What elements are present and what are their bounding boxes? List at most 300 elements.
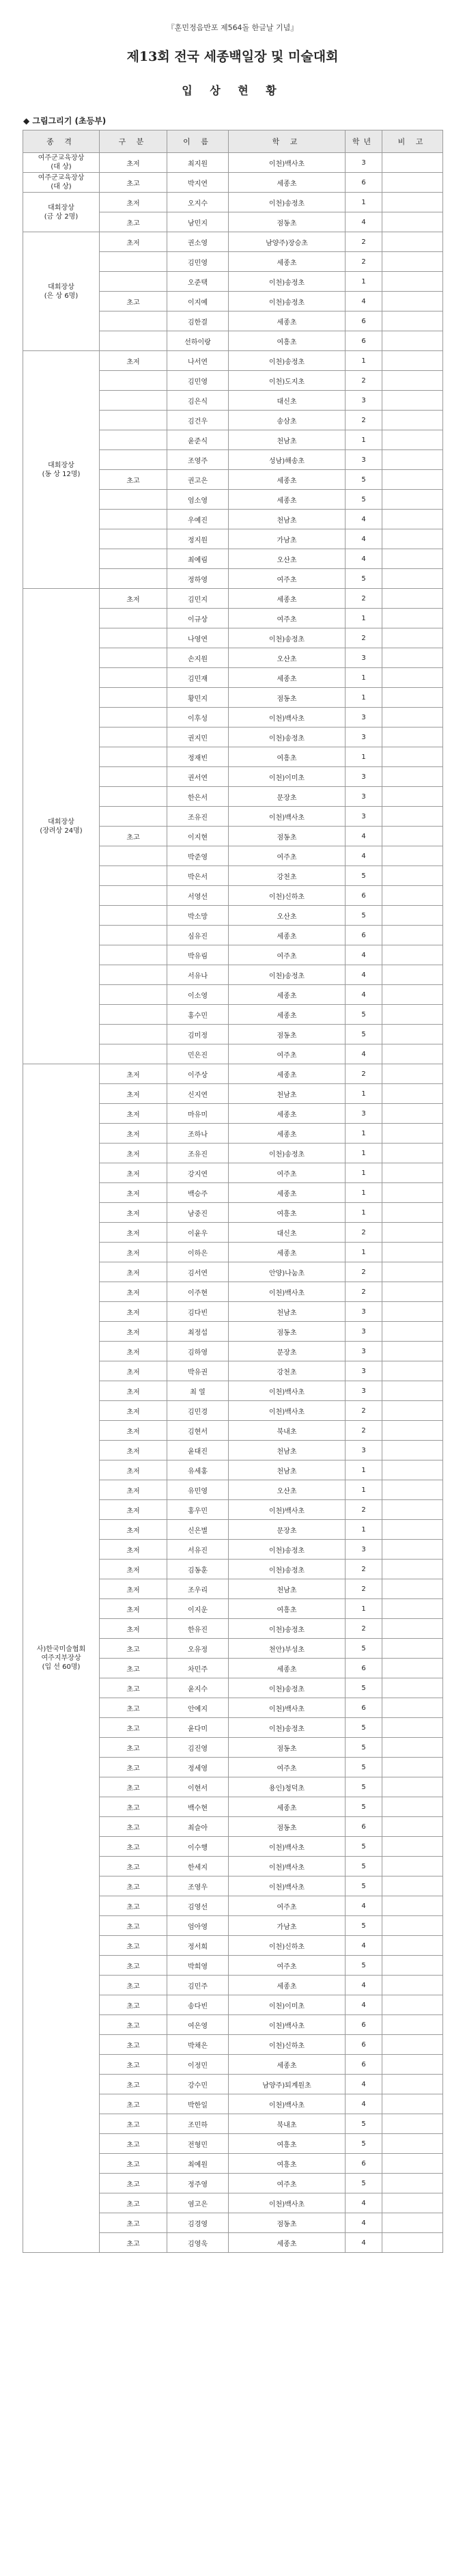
division-cell: 초저 <box>100 1223 167 1243</box>
note-cell <box>382 1540 443 1560</box>
note-cell <box>382 1144 443 1163</box>
note-cell <box>382 1183 443 1203</box>
name-cell: 최슬아 <box>167 1817 229 1837</box>
school-cell: 천남초 <box>229 1460 346 1480</box>
category-label: ◆ 그림그리기 (초등부) <box>23 116 107 126</box>
grade-cell: 3 <box>346 1322 382 1342</box>
note-cell <box>382 2213 443 2233</box>
division-cell: 초저 <box>100 1540 167 1560</box>
grade-cell: 1 <box>346 1599 382 1619</box>
note-cell <box>382 232 443 252</box>
note-cell <box>382 371 443 391</box>
school-cell: 천남초 <box>229 430 346 450</box>
school-cell: 이천)백사초 <box>229 2094 346 2114</box>
school-cell: 이천)송정초 <box>229 292 346 311</box>
school-cell: 용인)청덕초 <box>229 1777 346 1797</box>
name-cell: 권고은 <box>167 470 229 490</box>
division-cell <box>100 609 167 628</box>
note-cell <box>382 886 443 906</box>
grade-cell: 1 <box>346 1183 382 1203</box>
grade-cell: 5 <box>346 1956 382 1976</box>
name-cell: 한은서 <box>167 787 229 807</box>
school-cell: 이천)백사초 <box>229 1857 346 1876</box>
name-cell: 안예지 <box>167 1698 229 1718</box>
grade-cell: 4 <box>346 212 382 232</box>
grade-cell: 1 <box>346 351 382 371</box>
name-cell: 마유미 <box>167 1104 229 1124</box>
name-cell: 최지원 <box>167 153 229 173</box>
school-cell: 세종초 <box>229 490 346 510</box>
grade-cell: 6 <box>346 2035 382 2055</box>
division-cell: 초고 <box>100 1777 167 1797</box>
school-cell: 천남초 <box>229 1084 346 1104</box>
school-cell: 이천)백사초 <box>229 708 346 728</box>
division-cell: 초저 <box>100 1500 167 1520</box>
division-cell <box>100 985 167 1005</box>
school-cell: 점동초 <box>229 1738 346 1758</box>
division-cell: 초고 <box>100 1956 167 1976</box>
division-cell <box>100 411 167 430</box>
grade-cell: 4 <box>346 510 382 529</box>
name-cell: 이주현 <box>167 1282 229 1302</box>
name-cell: 유민영 <box>167 1480 229 1500</box>
school-cell: 이천)백사초 <box>229 807 346 827</box>
note-cell <box>382 1084 443 1104</box>
grade-cell: 4 <box>346 529 382 549</box>
note-cell <box>382 965 443 985</box>
grade-cell: 6 <box>346 1698 382 1718</box>
table-row <box>23 173 443 193</box>
school-cell: 여주초 <box>229 2174 346 2193</box>
name-cell: 남중진 <box>167 1203 229 1223</box>
name-cell: 권지민 <box>167 728 229 747</box>
table-row <box>23 589 443 609</box>
name-cell: 김영선 <box>167 1896 229 1916</box>
column-header-award: 종 격 <box>23 130 100 153</box>
name-cell: 김동훈 <box>167 1560 229 1579</box>
name-cell: 정재빈 <box>167 747 229 767</box>
name-cell: 김민주 <box>167 1976 229 1995</box>
name-cell: 김민경 <box>167 1401 229 1421</box>
school-cell: 점동초 <box>229 212 346 232</box>
note-cell <box>382 1342 443 1361</box>
note-cell <box>382 1560 443 1579</box>
award-cell: 대회장상 (동 상 12명) <box>23 351 100 589</box>
grade-cell: 1 <box>346 1480 382 1500</box>
grade-cell: 2 <box>346 1619 382 1639</box>
grade-cell: 2 <box>346 589 382 609</box>
note-cell <box>382 846 443 866</box>
school-cell: 이천)이미초 <box>229 767 346 787</box>
name-cell: 윤지수 <box>167 1678 229 1698</box>
division-cell <box>100 945 167 965</box>
name-cell: 신지연 <box>167 1084 229 1104</box>
school-cell: 대신초 <box>229 1223 346 1243</box>
name-cell: 서유진 <box>167 1540 229 1560</box>
note-cell <box>382 1659 443 1678</box>
division-cell: 초저 <box>100 589 167 609</box>
school-cell: 안양)나눔초 <box>229 1262 346 1282</box>
division-cell: 초저 <box>100 1124 167 1144</box>
column-header-grade: 학년 <box>346 130 382 153</box>
note-cell <box>382 747 443 767</box>
school-cell: 남양주)퇴계원초 <box>229 2075 346 2094</box>
school-cell: 세종초 <box>229 1064 346 1084</box>
division-cell: 초저 <box>100 1599 167 1619</box>
grade-cell: 3 <box>346 1302 382 1322</box>
award-cell: 사)한국미술협회 여주지부장상 (입 선 60명) <box>23 1064 100 2253</box>
school-cell: 이천)백사초 <box>229 2015 346 2035</box>
division-cell <box>100 311 167 331</box>
note-cell <box>382 430 443 450</box>
division-cell <box>100 1044 167 1064</box>
division-cell: 초고 <box>100 2174 167 2193</box>
grade-cell: 1 <box>346 1144 382 1163</box>
name-cell: 조영주 <box>167 450 229 470</box>
school-cell: 세종초 <box>229 926 346 945</box>
note-cell <box>382 2174 443 2193</box>
school-cell: 이천)백사초 <box>229 1381 346 1401</box>
division-cell <box>100 430 167 450</box>
name-cell: 서유나 <box>167 965 229 985</box>
division-cell <box>100 767 167 787</box>
note-cell <box>382 1619 443 1639</box>
division-cell <box>100 787 167 807</box>
division-cell: 초고 <box>100 1876 167 1896</box>
division-cell: 초고 <box>100 2075 167 2094</box>
name-cell: 조유진 <box>167 1144 229 1163</box>
school-cell: 천안)부성초 <box>229 1639 346 1659</box>
name-cell: 우예진 <box>167 510 229 529</box>
division-cell: 초고 <box>100 2015 167 2035</box>
note-cell <box>382 1421 443 1441</box>
name-cell: 권소영 <box>167 232 229 252</box>
note-cell <box>382 926 443 945</box>
division-cell <box>100 926 167 945</box>
note-cell <box>382 1817 443 1837</box>
division-cell: 초고 <box>100 1698 167 1718</box>
name-cell: 황민지 <box>167 688 229 708</box>
grade-cell: 4 <box>346 292 382 311</box>
school-cell: 이천)백사초 <box>229 1837 346 1857</box>
school-cell: 이천)송정초 <box>229 272 346 292</box>
grade-cell: 1 <box>346 1520 382 1540</box>
school-cell: 남양주)장승초 <box>229 232 346 252</box>
grade-cell: 1 <box>346 688 382 708</box>
note-cell <box>382 311 443 331</box>
note-cell <box>382 1678 443 1698</box>
school-cell: 점동초 <box>229 1817 346 1837</box>
name-cell: 차민주 <box>167 1659 229 1678</box>
note-cell <box>382 212 443 232</box>
school-cell: 이천)백사초 <box>229 1282 346 1302</box>
name-cell: 박유권 <box>167 1361 229 1381</box>
division-cell <box>100 490 167 510</box>
award-table <box>23 130 443 2253</box>
note-cell <box>382 1718 443 1738</box>
note-cell <box>382 708 443 728</box>
school-cell: 문장초 <box>229 1342 346 1361</box>
note-cell <box>382 688 443 708</box>
note-cell <box>382 728 443 747</box>
grade-cell: 5 <box>346 906 382 926</box>
grade-cell: 3 <box>346 450 382 470</box>
grade-cell: 6 <box>346 1817 382 1837</box>
grade-cell: 1 <box>346 1163 382 1183</box>
name-cell: 이소영 <box>167 985 229 1005</box>
school-cell: 여주초 <box>229 569 346 589</box>
division-cell: 초고 <box>100 827 167 846</box>
division-cell: 초고 <box>100 1797 167 1817</box>
school-cell: 여주초 <box>229 1758 346 1777</box>
division-cell: 초고 <box>100 2035 167 2055</box>
name-cell: 김진영 <box>167 1738 229 1758</box>
school-cell: 여흥초 <box>229 2154 346 2174</box>
grade-cell: 6 <box>346 1659 382 1678</box>
name-cell: 최 열 <box>167 1381 229 1401</box>
name-cell: 김경영 <box>167 2213 229 2233</box>
school-cell: 여흥초 <box>229 1599 346 1619</box>
grade-cell: 1 <box>346 1124 382 1144</box>
division-cell <box>100 747 167 767</box>
school-cell: 문장초 <box>229 1520 346 1540</box>
division-cell: 초고 <box>100 212 167 232</box>
school-cell: 가남초 <box>229 529 346 549</box>
division-cell: 초고 <box>100 1678 167 1698</box>
grade-cell: 3 <box>346 391 382 411</box>
division-cell <box>100 807 167 827</box>
grade-cell: 4 <box>346 846 382 866</box>
grade-cell: 5 <box>346 1005 382 1025</box>
school-cell: 세종초 <box>229 1005 346 1025</box>
school-cell: 송삼초 <box>229 411 346 430</box>
school-cell: 오산초 <box>229 1480 346 1500</box>
note-cell <box>382 2114 443 2134</box>
school-cell: 여주초 <box>229 945 346 965</box>
note-cell <box>382 1203 443 1223</box>
grade-cell: 6 <box>346 886 382 906</box>
grade-cell: 5 <box>346 866 382 886</box>
name-cell: 백승주 <box>167 1183 229 1203</box>
grade-cell: 3 <box>346 787 382 807</box>
grade-cell: 2 <box>346 1421 382 1441</box>
grade-cell: 4 <box>346 2075 382 2094</box>
grade-cell: 1 <box>346 193 382 212</box>
school-cell: 세종초 <box>229 1183 346 1203</box>
school-cell: 이천)도지초 <box>229 371 346 391</box>
grade-cell: 3 <box>346 1441 382 1460</box>
division-cell: 초고 <box>100 1857 167 1876</box>
division-cell: 초저 <box>100 1560 167 1579</box>
school-cell: 문장초 <box>229 787 346 807</box>
note-cell <box>382 1639 443 1659</box>
grade-cell: 2 <box>346 1401 382 1421</box>
name-cell: 전형민 <box>167 2134 229 2154</box>
note-cell <box>382 1064 443 1084</box>
grade-cell: 5 <box>346 2174 382 2193</box>
division-cell <box>100 569 167 589</box>
division-cell: 초저 <box>100 351 167 371</box>
division-cell: 초고 <box>100 1738 167 1758</box>
name-cell: 박희영 <box>167 1956 229 1976</box>
note-cell <box>382 1361 443 1381</box>
note-cell <box>382 807 443 827</box>
name-cell: 박은서 <box>167 866 229 886</box>
division-cell: 초저 <box>100 1361 167 1381</box>
division-cell <box>100 668 167 688</box>
school-cell: 세종초 <box>229 1104 346 1124</box>
school-cell: 대신초 <box>229 391 346 411</box>
name-cell: 윤준식 <box>167 430 229 450</box>
note-cell <box>382 1896 443 1916</box>
table-row <box>23 232 443 252</box>
note-cell <box>382 1916 443 1936</box>
division-cell: 초저 <box>100 232 167 252</box>
name-cell: 정주영 <box>167 2174 229 2193</box>
division-cell: 초저 <box>100 1243 167 1262</box>
school-cell: 세종초 <box>229 311 346 331</box>
note-cell <box>382 1976 443 1995</box>
division-cell: 초저 <box>100 1203 167 1223</box>
name-cell: 박유림 <box>167 945 229 965</box>
grade-cell: 5 <box>346 1916 382 1936</box>
note-cell <box>382 1876 443 1896</box>
school-cell: 이천)신하초 <box>229 886 346 906</box>
school-cell: 북내초 <box>229 1421 346 1441</box>
name-cell: 김다빈 <box>167 1302 229 1322</box>
school-cell: 이천)송정초 <box>229 1678 346 1698</box>
school-cell: 세종초 <box>229 1797 346 1817</box>
name-cell: 조하나 <box>167 1124 229 1144</box>
note-cell <box>382 1441 443 1460</box>
school-cell: 여흥초 <box>229 747 346 767</box>
division-cell: 초고 <box>100 1639 167 1659</box>
name-cell: 박소망 <box>167 906 229 926</box>
school-cell: 점동초 <box>229 688 346 708</box>
grade-cell: 3 <box>346 1381 382 1401</box>
note-cell <box>382 945 443 965</box>
grade-cell: 5 <box>346 2134 382 2154</box>
grade-cell: 3 <box>346 807 382 827</box>
name-cell: 최정섭 <box>167 1322 229 1342</box>
grade-cell: 2 <box>346 371 382 391</box>
division-cell: 초고 <box>100 2114 167 2134</box>
name-cell: 강지연 <box>167 1163 229 1183</box>
name-cell: 김영욱 <box>167 2233 229 2253</box>
division-cell: 초고 <box>100 1896 167 1916</box>
school-cell: 이천)송정초 <box>229 1619 346 1639</box>
grade-cell: 3 <box>346 728 382 747</box>
grade-cell: 4 <box>346 945 382 965</box>
division-cell: 초저 <box>100 1480 167 1500</box>
grade-cell: 1 <box>346 1243 382 1262</box>
note-cell <box>382 906 443 926</box>
note-cell <box>382 252 443 272</box>
school-cell: 이천)이미초 <box>229 1995 346 2015</box>
school-cell: 천남초 <box>229 1302 346 1322</box>
event-subtitle: 『훈민정음반포 제564돌 한글날 기념』 <box>167 23 298 32</box>
grade-cell: 4 <box>346 827 382 846</box>
school-cell: 세종초 <box>229 173 346 193</box>
note-cell <box>382 648 443 668</box>
name-cell: 김민영 <box>167 371 229 391</box>
grade-cell: 5 <box>346 1758 382 1777</box>
division-cell: 초고 <box>100 2154 167 2174</box>
division-cell: 초고 <box>100 1936 167 1956</box>
note-cell <box>382 1500 443 1520</box>
school-cell: 여주초 <box>229 609 346 628</box>
school-cell: 점동초 <box>229 827 346 846</box>
division-cell: 초저 <box>100 1381 167 1401</box>
note-cell <box>382 2055 443 2075</box>
grade-cell: 1 <box>346 747 382 767</box>
school-cell: 점동초 <box>229 1025 346 1044</box>
division-cell: 초저 <box>100 1322 167 1342</box>
school-cell: 강천초 <box>229 1361 346 1381</box>
name-cell: 한세지 <box>167 1857 229 1876</box>
note-cell <box>382 1302 443 1322</box>
grade-cell: 5 <box>346 1777 382 1797</box>
grade-cell: 6 <box>346 2015 382 2035</box>
division-cell <box>100 510 167 529</box>
division-cell: 초저 <box>100 1064 167 1084</box>
note-cell <box>382 628 443 648</box>
school-cell: 이천)송정초 <box>229 728 346 747</box>
school-cell: 이천)송정초 <box>229 193 346 212</box>
school-cell: 이천)송정초 <box>229 965 346 985</box>
division-cell <box>100 450 167 470</box>
school-cell: 여주초 <box>229 1896 346 1916</box>
division-cell <box>100 628 167 648</box>
grade-cell: 6 <box>346 2154 382 2174</box>
note-cell <box>382 153 443 173</box>
table-row <box>23 193 443 212</box>
division-cell <box>100 1025 167 1044</box>
name-cell: 나영연 <box>167 628 229 648</box>
grade-cell: 4 <box>346 2193 382 2213</box>
division-cell: 초저 <box>100 1144 167 1163</box>
name-cell: 박한일 <box>167 2094 229 2114</box>
name-cell: 조영우 <box>167 1876 229 1896</box>
grade-cell: 5 <box>346 1025 382 1044</box>
school-cell: 이천)백사초 <box>229 1698 346 1718</box>
note-cell <box>382 1599 443 1619</box>
name-cell: 정하영 <box>167 569 229 589</box>
note-cell <box>382 510 443 529</box>
grade-cell: 1 <box>346 668 382 688</box>
note-cell <box>382 1044 443 1064</box>
grade-cell: 1 <box>346 609 382 628</box>
division-cell: 초저 <box>100 153 167 173</box>
note-cell <box>382 450 443 470</box>
school-cell: 세종초 <box>229 470 346 490</box>
school-cell: 여주초 <box>229 846 346 866</box>
note-cell <box>382 1243 443 1262</box>
school-cell: 세종초 <box>229 2233 346 2253</box>
division-cell: 초저 <box>100 1163 167 1183</box>
note-cell <box>382 470 443 490</box>
name-cell: 오지수 <box>167 193 229 212</box>
school-cell: 세종초 <box>229 1976 346 1995</box>
school-cell: 이천)백사초 <box>229 1876 346 1896</box>
grade-cell: 4 <box>346 1936 382 1956</box>
division-cell: 초저 <box>100 1421 167 1441</box>
note-cell <box>382 1936 443 1956</box>
grade-cell: 6 <box>346 2055 382 2075</box>
name-cell: 남민지 <box>167 212 229 232</box>
name-cell: 김은식 <box>167 391 229 411</box>
division-cell: 초고 <box>100 1916 167 1936</box>
